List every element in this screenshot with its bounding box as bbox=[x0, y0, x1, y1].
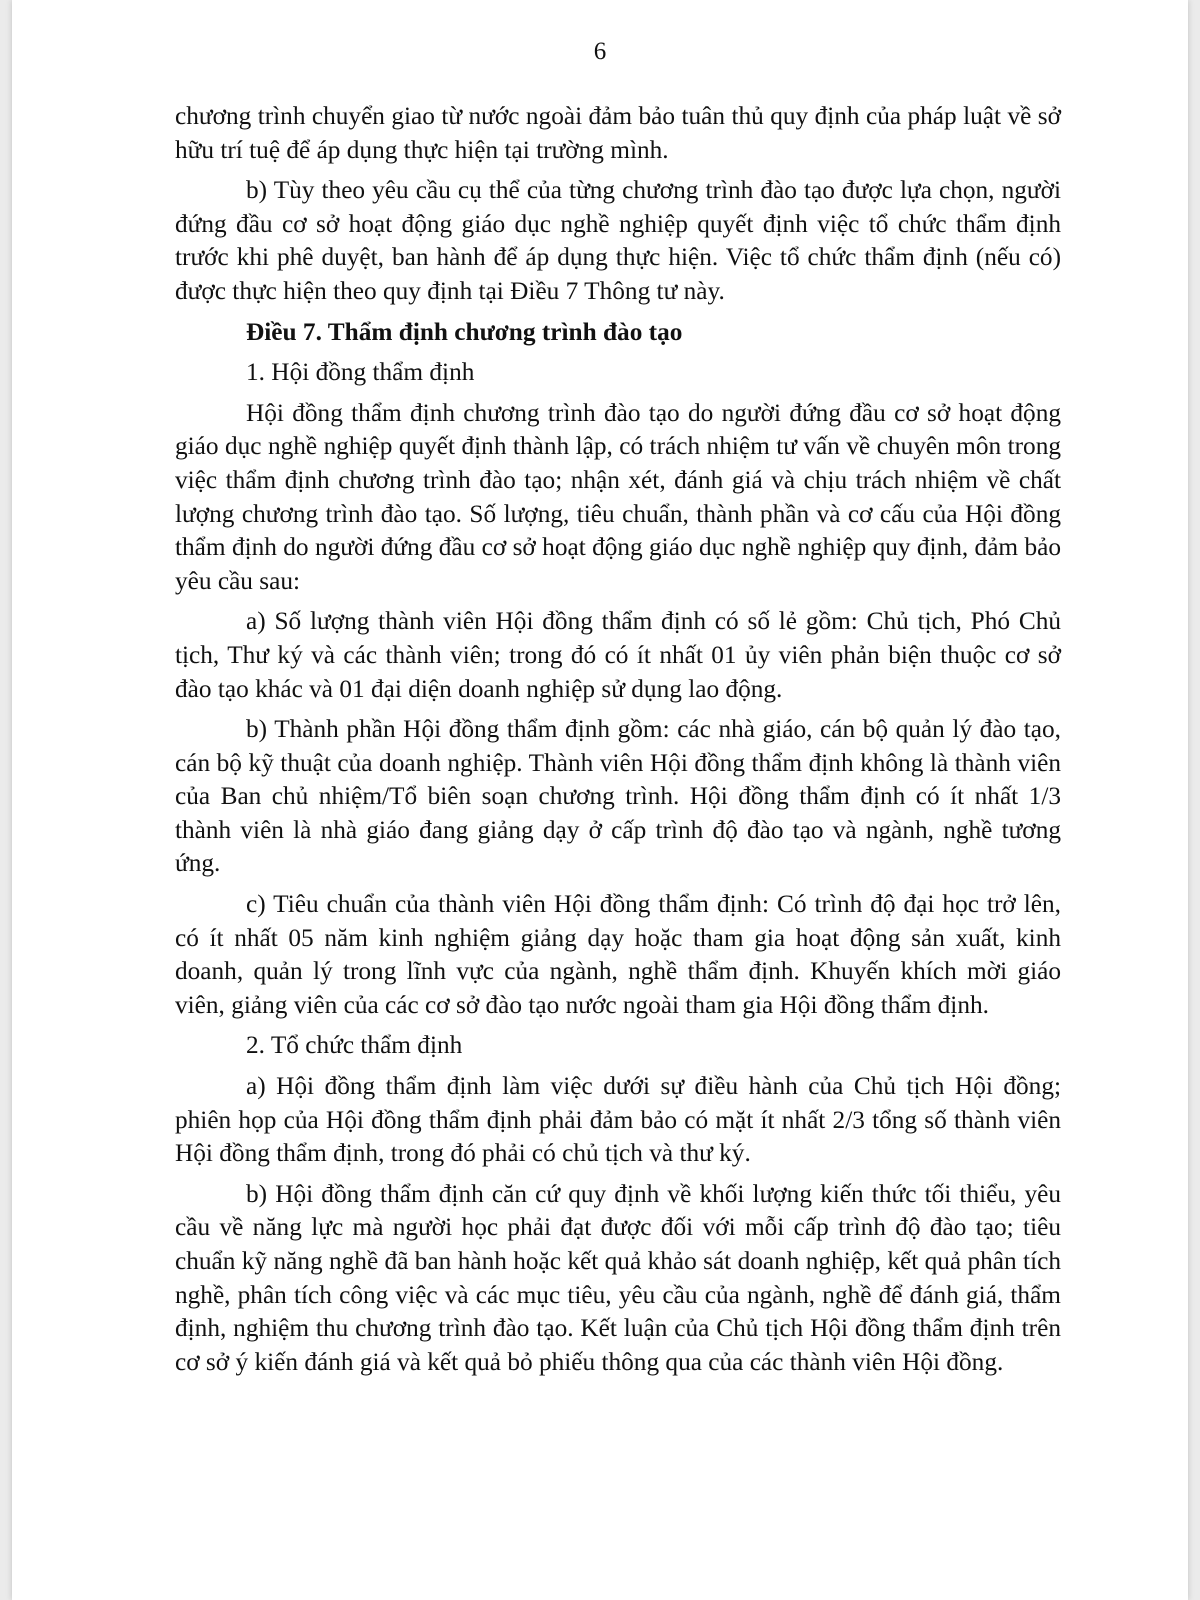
paragraph-clause-b: b) Tùy theo yêu cầu cụ thể của từng chương trình đào tạo được lựa chọn, người đứng đầu cơ sở hoạt động giáo dục nghề nghiệp quyết định việc tổ chức thẩm định trước khi phê duyệt, ban hành để áp dụng thực hiện. Việc tổ chức thẩm định (nếu có) được thực hiện theo quy định tại Điều 7 Thông tư này. bbox=[175, 176, 1061, 305]
paragraph-organization-a: a) Hội đồng thẩm định làm việc dưới sự điều hành của Chủ tịch Hội đồng; phiên họp của Hội đồng thẩm định phải đảm bảo có mặt ít nhất 2/3 tổng số thành viên Hội đồng thẩm định, trong đó phải có chủ tịch và thư ký. bbox=[175, 1072, 1061, 1168]
page-number: 6 bbox=[593, 38, 607, 65]
document-page bbox=[12, 0, 1188, 1600]
section-heading-organization: 2. Tổ chức thẩm định bbox=[246, 1031, 463, 1060]
paragraph-council-description: Hội đồng thẩm định chương trình đào tạo do người đứng đầu cơ sở hoạt động giáo dục nghề nghiệp quyết định thành lập, có trách nhiệm tư vấn về chuyên môn trong việc thẩm định chương trình đào tạo; nhận xét, đánh giá và chịu trách nhiệm về chất lượng chương trình đào tạo. Số lượng, tiêu chuẩn, thành phần và cơ cấu của Hội đồng thẩm định do người đứng đầu cơ sở hoạt động giáo dục nghề nghiệp quy định, đảm bảo yêu cầu sau: bbox=[175, 398, 1061, 595]
paragraph-organization-b: b) Hội đồng thẩm định căn cứ quy định về khối lượng kiến thức tối thiểu, yêu cầu về năng lực mà người học phải đạt được đối với mỗi cấp trình độ đào tạo; tiêu chuẩn kỹ năng nghề đã ban hành hoặc kết quả khảo sát doanh nghiệp, kết quả phân tích nghề, phân tích công việc và các mục tiêu, yêu cầu của ngành, nghề để đánh giá, thẩm định, nghiệm thu chương trình đào tạo. Kết luận của Chủ tịch Hội đồng thẩm định trên cơ sở ý kiến đánh giá và kết quả bỏ phiếu thông qua của các thành viên Hội đồng. bbox=[175, 1179, 1061, 1376]
paragraph-council-c: c) Tiêu chuẩn của thành viên Hội đồng thẩm định: Có trình độ đại học trở lên, có ít nhất 05 năm kinh nghiệm giảng dạy hoặc tham gia hoạt động sản xuất, kinh doanh, quản lý trong lĩnh vực của ngành, nghề thẩm định. Khuyến khích mời giáo viên, giảng viên của các cơ sở đào tạo nước ngoài tham gia Hội đồng thẩm định. bbox=[175, 890, 1061, 1019]
article-heading: Điều 7. Thẩm định chương trình đào tạo bbox=[246, 317, 683, 346]
document-body bbox=[175, 100, 1061, 1386]
paragraph-council-a: a) Số lượng thành viên Hội đồng thẩm định có số lẻ gồm: Chủ tịch, Phó Chủ tịch, Thư ký và các thành viên; trong đó có ít nhất 01 ủy viên phản biện thuộc cơ sở đào tạo khác và 01 đại diện doanh nghiệp sử dụng lao động. bbox=[175, 607, 1061, 703]
paragraph-continuation: chương trình chuyển giao từ nước ngoài đảm bảo tuân thủ quy định của pháp luật về sở hữu trí tuệ để áp dụng thực hiện tại trường mình. bbox=[175, 102, 1061, 164]
section-heading-council: 1. Hội đồng thẩm định bbox=[246, 358, 475, 387]
paragraph-council-b: b) Thành phần Hội đồng thẩm định gồm: các nhà giáo, cán bộ quản lý đào tạo, cán bộ kỹ thuật của doanh nghiệp. Thành viên Hội đồng thẩm định không là thành viên của Ban chủ nhiệm/Tổ biên soạn chương trình. Hội đồng thẩm định có ít nhất 1/3 thành viên là nhà giáo đang giảng dạy ở cấp trình độ đào tạo và ngành, nghề tương ứng. bbox=[175, 715, 1061, 878]
